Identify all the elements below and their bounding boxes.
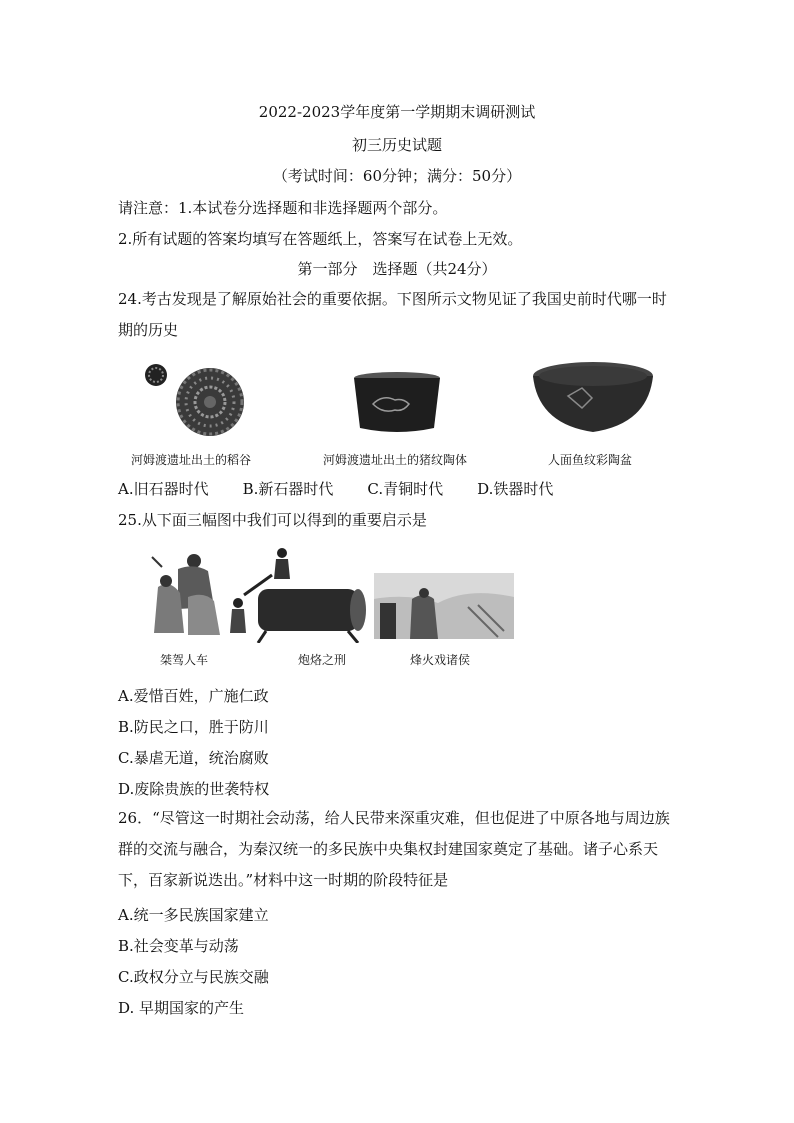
- jie-riding-people-image: [152, 554, 220, 635]
- burning-pillar-punishment-image: [230, 548, 366, 643]
- painted-basin-image: [533, 362, 653, 432]
- q26-option-a[interactable]: A.统一多民族国家建立: [118, 906, 269, 924]
- exam-subtitle: 初三历史试题: [351, 136, 442, 154]
- q26-option-c[interactable]: C.政权分立与民族交融: [118, 968, 269, 986]
- question-25-stem: 25.从下面三幅图中我们可以得到的重要启示是: [118, 511, 427, 529]
- q25-option-a[interactable]: A.爱惜百姓，广施仁政: [118, 687, 269, 705]
- exam-info: （考试时间：60分钟；满分：50分）: [272, 167, 522, 185]
- q25-caption-2: 炮烙之刑: [298, 653, 347, 667]
- notice-line-1: 请注意：1.本试卷分选择题和非选择题两个部分。: [118, 199, 448, 217]
- q24-option-b[interactable]: B.新石器时代: [242, 480, 334, 498]
- q26-option-b[interactable]: B.社会变革与动荡: [118, 937, 239, 955]
- q25-option-d[interactable]: D.废除贵族的世袭特权: [118, 780, 270, 798]
- q25-option-c[interactable]: C.暴虐无道，统治腐败: [118, 749, 269, 767]
- q25-caption-3: 烽火戏诸侯: [410, 653, 471, 667]
- q25-caption-1: 桀驾人车: [160, 653, 209, 667]
- q25-option-b[interactable]: B.防民之口，胜于防川: [118, 718, 269, 736]
- question-24-stem: 24.考古发现是了解原始社会的重要依据。下图所示文物见证了我国史前时代哪一时期的历史: [118, 290, 667, 339]
- q24-option-a[interactable]: A.旧石器时代: [118, 480, 209, 498]
- exam-title: 2022-2023学年度第一学期期末调研测试: [258, 103, 536, 121]
- beacon-fire-image: [374, 573, 514, 639]
- pig-pattern-pottery-image: [354, 372, 440, 432]
- rice-grain-image: [145, 364, 244, 436]
- q24-caption-3: 人面鱼纹彩陶盆: [548, 453, 633, 467]
- q25-historical-images: [148, 547, 518, 643]
- q24-option-d[interactable]: D.铁器时代: [477, 480, 554, 498]
- q26-option-d[interactable]: D. 早期国家的产生: [118, 999, 245, 1017]
- q24-options: [118, 478, 587, 499]
- q24-caption-1: 河姆渡遗址出土的稻谷: [131, 453, 252, 467]
- q24-option-c[interactable]: C.青铜时代: [367, 480, 444, 498]
- q24-caption-2: 河姆渡遗址出土的猪纹陶体: [323, 453, 468, 467]
- notice-line-2: 2.所有试题的答案均填写在答题纸上，答案写在试卷上无效。: [118, 230, 523, 248]
- question-26-stem: 26．“尽管这一时期社会动荡，给人民带来深重灾难，但也促进了中原各地与周边族群的交流与融合，为秦汉统一的多民族中央集权封建国家奠定了基础。诸子心系天下，百家新说迭出。”材料中这一时期的阶段特征是: [118, 809, 670, 889]
- q24-artifact-images: [118, 356, 678, 444]
- section-title: 第一部分 选择题（共24分）: [297, 260, 497, 278]
